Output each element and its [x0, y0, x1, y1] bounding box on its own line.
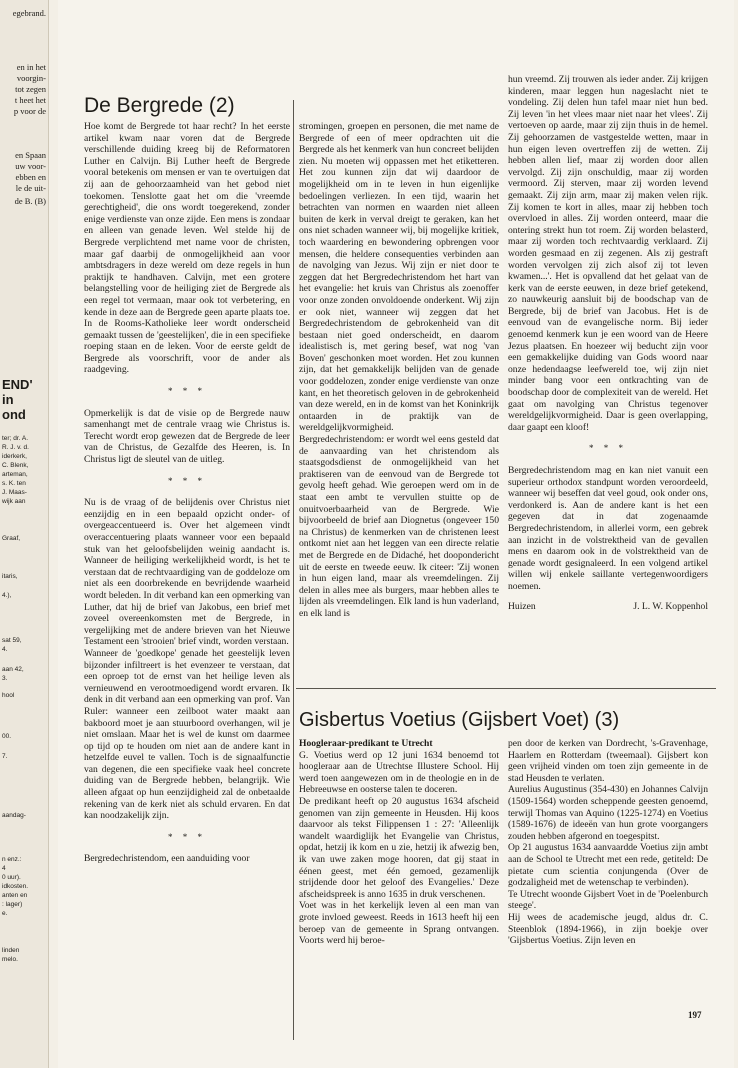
adjacent-page-listing: itaris,: [2, 573, 18, 580]
signature-author: J. L. W. Koppenhol: [633, 600, 708, 612]
adjacent-page-listing: sat 59,: [2, 637, 22, 644]
adjacent-page-heading: END': [2, 377, 33, 392]
bergrede-paragraph: Opmerkelijk is dat de visie op de Bergrede nauw samenhangt met de centrale vraag wie Christus is. Terecht wordt erop gewezen dat de Bergrede de leer van de Christus, de Gezalfde des Heeren, is. In Christus ligt de sleutel van de uitleg.: [84, 407, 290, 466]
adjacent-page-listing: wijk aan: [2, 498, 26, 505]
magazine-page: [58, 0, 734, 1068]
adjacent-page-text: voorgin-: [16, 73, 46, 83]
adjacent-page-text: uw voor-: [15, 161, 46, 171]
adjacent-page-listing: 4.: [2, 646, 8, 653]
bergrede-paragraph: hun vreemd. Zij trouwen als ieder ander. Zij krijgen kinderen, maar leggen hun nageslacht niet te vondeling. Zij delen hun tafel maar niet hun bed. Zij leven 'in het vlees maar niet naar het vlees'. Zij vertoeven op aarde, maar zij zijn thuis in de hemel. Zij gehoorzamen de vastgestelde wetten, maar in hun eigen leven overtreffen zij de wetten. Zij hebben allen lief, maar zij worden door allen vervolgd. Zij zijn onschuldig, maar zij worden vermoord. Zij sterven, maar zij worden levend gemaakt. Zij zijn arm, maar zij maken velen rijk. Zij komen te kort in alles, maar zij hebben toch overvloed in alles. Zij worden onteerd, maar die ontering strekt hun tot roem. Zij worden belasterd, maar zij worden toch rechtvaardig verklaard. Zij worden gesmaad en zij zegenen. Als zij gestraft worden vervolgen zij zich alsof zij tot leven kwamen...'. Het is opvallend dat het gelaat van de kerk van de eerste eeuwen, in deze brief getekend, zo nauwkeurig aansluit bij de boodschap van de Bergrede, bij de brief van Jacobus. Het is de eenvoud van de evangelische norm. Bij ieder genoemd kenmerk kun je een woord van de Heere Jezus plaatsen. En hoezeer wij beducht zijn voor een gemakkelijke duiding van Gods woord naar onze hedendaagse leefwereld toe, wij zijn niet minder bang voor een ontkrachting van de boodschap door de complexiteit van de wereld. Het gaat om navolging van Christus tegenover wereldgelijkvormigheid. Daar is geen overlapping, daar gaapt een kloof!: [508, 74, 708, 433]
bergrede-paragraph: stromingen, groepen en personen, die met name de Bergrede of een of meer opdrachten uit die Bergrede als het kenmerk van hun concreet belijden zien. Nu moeten wij oppassen met het etiketteren. Het zou kunnen zijn dat wij daardoor de mogelijkheid om in te leven in hun eigenlijke bedoelingen verliezen. In een tijd, waarin het betrachten van normen en waarden niet alleen buiten de kerk in verval dreigt te geraken, kan het ons niet schaden wanneer wij, bij mogelijke kritiek, toch waardering en bewondering opbrengen voor mensen, die heldere consequenties verbinden aan de navolging van Jezus. Wij zijn er niet door te zeggen dat het Bergredechristendom het hart van het evangelie: het kruis van Christus als zoenoffer voor onze zonden onvoldoende onderkent. Wij zijn er ook niet, wanneer wij zeggen dat het Bergredechristendom de gebrokenheid van dit bestaan niet goed onderscheidt, en daarom idealistisch is, met gering besef, wat nog 'van Boven' geschonken moet worden. Het zou kunnen zijn, dat het gemakkelijk belijden van de genade voor goddelozen, zonder enige verdienste van onze kant, en het theoretisch geloven in de gebrokenheid van deze wereld, en in de komst van het Koninkrijk ontaarden in de praktijk van de wereldgelijkvormigheid.: [299, 121, 499, 434]
adjacent-page-listing: 4: [2, 865, 6, 872]
adjacent-page-listing: idkosten.: [2, 883, 29, 890]
adjacent-page-listing: 4.),: [2, 592, 12, 599]
adjacent-page-text: de B. (B): [14, 196, 46, 206]
adjacent-page-heading: in: [2, 392, 14, 407]
adjacent-page-listing: aan 42,: [2, 666, 24, 673]
adjacent-page-listing: e.: [2, 910, 8, 917]
adjacent-page-listing: arteman,: [2, 471, 28, 478]
adjacent-page-listing: melo.: [2, 956, 18, 963]
signature-place: Huizen: [508, 600, 536, 612]
bergrede-paragraph: Bergredechristendom, een aanduiding voor: [84, 853, 250, 865]
voetius-paragraph: Aurelius Augustinus (354-430) en Johannes Calvijn (1509-1564) worden scheppende geesten genoemd, terwijl Thomas van Aquino (1225-1274) en Voetius (1589-1676) de ideeën van hun grote voorgangers zouden hebben afgerond en toegespitst.: [508, 784, 708, 842]
bergrede-column-3: [508, 74, 708, 680]
bergrede-paragraph: Hoe komt de Bergrede tot haar recht? In het eerste artikel kwam naar voren dat de Bergrede verschillende duiding kreeg bij de Reformatoren Luther en Calvijn. Bij Luther heeft de Bergrede vooral betekenis om mensen er van te overtuigen dat zij aan de gehoorzaamheid van het gebod niet toekomen. Tenslotte gaat het om die 'vreemde gerechtigheid', die ons wordt toegerekend, zonder enige verdienste van onze zijde. Een mens is zondaar en alleen van genade leven. Wel stelde hij de Bergrede verplichtend met name voor de christen, maar gaf daarbij de onmogelijkheid aan voor ambtsdragers in deze wereld om deze regels in hun praktijk te handhaven. Calvijn, met een grotere belangstelling voor de heiliging ziet de Bergrede als een regel tot vermaan, maar ook tot verbetering, en kende in deze aan de Bergrede geen aparte plaats toe. In de Rooms-Katholieke leer wordt onderscheid gemaakt tussen de 'geestelijken', die in een specifieke roeping staan en de leken. Voor de eerste geldt de Bergrede als voorschrift, voor de ander als raadgeving.: [84, 121, 290, 376]
bergrede-paragraph: Bergredechristendom: er wordt wel eens gesteld dat de aanvaarding van het christendom als staatsgodsdienst de onmogelijkheid van het praktiseren van de eenvoud van de Bergrede tot gevolg heeft gehad. Wie geroepen werd om in de staat een ambt te vervullen stuitte op de onuitvoerbaarheid van de Bergrede. Wie bijvoorbeeld de brief aan Diognetus (ongeveer 150 na Christus) de kenmerken van de christenen leest ontkomt niet aan het leggen van een directe relatie met de Bergrede en de Didaché, het doopondericht uit de eerste en tweede eeuw. Ik citeer: 'Zij wonen in hun eigen land, maar als vreemdelingen. Zij delen in alles mee als burgers, maar hebben alles te lijden als vreemdelingen. Elk land is hun vaderland, en elk land is: [299, 434, 499, 619]
section-divider-stars: * * *: [589, 443, 627, 454]
adjacent-page-text: le de uit-: [15, 183, 46, 193]
adjacent-page-listing: 3.: [2, 675, 8, 682]
adjacent-page-listing: ter; dr. A.: [2, 435, 29, 442]
adjacent-page-listing: hool: [2, 692, 15, 699]
adjacent-page-listing: J. Maas-: [2, 489, 27, 496]
voetius-column-1: [299, 738, 499, 1000]
article-title-bergrede: De Bergrede (2): [84, 94, 235, 117]
article-separator-rule: [296, 688, 716, 689]
signature-line: [508, 601, 708, 613]
adjacent-page-listing: linden: [2, 947, 20, 954]
adjacent-page-listing: : lager): [2, 901, 23, 908]
adjacent-page-text: ebben en: [15, 172, 46, 182]
voetius-subheading: Hoogleraar-predikant te Utrecht: [299, 738, 433, 749]
section-divider-stars: * * *: [168, 386, 206, 397]
bergrede-paragraph: Wanneer de 'goedkope' genade het geestelijk leven bijzonder infiltreert is het evenzeer te verstaan, dat een oproep tot de ernst van het heilige leven als vernieuwend en verootmoedigend wordt ervaren. Ik denk in dit verband aan een opmerking van prof. Van Ruler: wanneer een zeilboot water maakt aan bakboord moet je aan stuurboord overhangen, wil je niet omslaan. Maar het is wel de kunst om daarmee op tijd op te houden om niet aan de andere kant in hetzelfde euvel te vallen. Toch is de signaalfunctie van degenen, die een specifieke vaak heel concrete duiding van de Bergrede hebben, belangrijk. Wie alleen afgaat op hun eenzijdigheid zal de onbetaalde rekening van de kerk niet als schuld ervaren. En dat kan noodzakelijk zijn.: [84, 647, 290, 822]
adjacent-page-text: egebrand.: [12, 8, 46, 18]
adjacent-page-listing: Graaf,: [2, 535, 21, 542]
voetius-column-2: [508, 738, 708, 1000]
page-number: 197: [688, 1010, 702, 1020]
adjacent-page-listing: C. Blenk,: [2, 462, 29, 469]
bergrede-paragraph: Nu is de vraag of de belijdenis over Christus niet eenzijdig en in een bepaald opzicht onder- of overgeaccentueerd is. Over het algemeen vindt overaccentuering plaats wanneer voor een bepaald stuk van het geloofsbelijden weinig aandacht is. Wanneer de heiliging werkelijkheid wordt, is het te verstaan dat de rechtvaardiging van de goddeloze om niet als een doorbrekende en bevrijdende waarheid wordt beleden. In dit verband kan een opmerking van Luther, dat hij de brief van Jakobus, een brief met zoveel overeenkomsten met de Bergrede, in vergelijking met de andere brieven van het Nieuwe Testament een 'strooien' brief vindt, worden verstaan.: [84, 497, 290, 648]
voetius-paragraph: Hij wees de academische jeugd, aldus dr. C. Steenblok (1894-1966), in zijn boekje over 'Gijsbertus Voetius. Zijn leven en: [508, 911, 708, 947]
adjacent-page-text: p voor de: [13, 106, 46, 116]
adjacent-page-listing: aandag-: [2, 812, 26, 819]
adjacent-page-text: en Spaan: [15, 150, 46, 160]
voetius-paragraph: Op 21 augustus 1634 aanvaardde Voetius zijn ambt aan de School te Utrecht met een rede, getiteld: De pietate cum scientia conjungenda (Over de godzaligheid met de wetenschap te verbinden).: [508, 842, 708, 889]
adjacent-page-listing: n enz.:: [2, 856, 22, 863]
column-rule: [293, 100, 294, 1040]
adjacent-page-listing: anten en: [2, 892, 28, 899]
bergrede-column-1: [84, 121, 290, 1039]
bergrede-paragraph: Bergredechristendom mag en kan niet vanuit een superieur orthodox standpunt worden veroordeeld, wanneer wij beseffen dat veel goud, ook onder ons, verdonkerd is. Aan de andere kant is het een gegeven dat in dat zogenaamde Bergredechristendom, in allerlei vorm, een gebrek aan inzicht in de volstrektheid van de gevallen mens en daarom ook in de volstrektheid van de genade wordt gesignaleerd. In een volgend artikel willen wij enkele saillante vertegenwoordigers noemen.: [508, 465, 708, 592]
section-divider-stars: * * *: [168, 475, 206, 486]
adjacent-page-listing: s. K. ten: [2, 480, 26, 487]
adjacent-page-listing: 0 uur).: [2, 874, 21, 881]
adjacent-page-text: tot zegen: [15, 84, 46, 94]
adjacent-page-listing: 7.: [2, 753, 8, 760]
adjacent-page-strip: [0, 0, 49, 1068]
bergrede-column-2: [299, 121, 499, 677]
adjacent-page-heading: ond: [2, 407, 26, 422]
article-title-voetius: Gisbertus Voetius (Gijsbert Voet) (3): [299, 709, 620, 731]
adjacent-page-listing: iderkerk,: [2, 453, 27, 460]
section-divider-stars: * * *: [168, 831, 206, 842]
voetius-paragraph: G. Voetius werd op 12 juni 1634 benoemd tot hoogleraar aan de Utrechtse Illustere School. Hij werd toen aangewezen om in de theologie en in de Hebreeuwse en oosterse talen te doceren.: [299, 749, 499, 796]
voetius-paragraph: Te Utrecht woonde Gijsbert Voet in de 'Poelenburch steege'.: [508, 888, 708, 912]
voetius-paragraph: pen door de kerken van Dordrecht, 's-Gravenhage, Haarlem en Rotterdam (tweemaal). Gijsbert kon geen vrijheid vinden om toen zijn gemeente in de stad Heusden te verlaten.: [508, 738, 708, 784]
adjacent-page-listing: R. J. v. d.: [2, 444, 29, 451]
adjacent-page-listing: 00.: [2, 733, 12, 740]
voetius-paragraph: Voet was in het kerkelijk leven al een man van grote invloed geweest. Reeds in 1613 heeft hij een beroep van de gemeente in Sprang ontvangen. Voorts werd hij beroe-: [299, 900, 499, 947]
adjacent-page-text: en in het: [16, 62, 46, 72]
adjacent-page-text: t heet het: [14, 95, 46, 105]
voetius-paragraph: De predikant heeft op 20 augustus 1634 afscheid genomen van zijn gemeente in Heusden. Hij koos daarvoor als tekst Filippensen 1 : 27: 'Alleenlijk wandelt waardiglijk het Evangelie van Christus, opdat, hetzij ik kom en u zie, hetzij ik afwezig ben, ik van uwe zaken moge hooren, dat gij staat in éénen geest, met één gemoed, gezamenlijk strijdende door het geloof des Evangelies.' Deze afscheidspreek is anno 1635 in druk verschenen.: [299, 795, 499, 900]
